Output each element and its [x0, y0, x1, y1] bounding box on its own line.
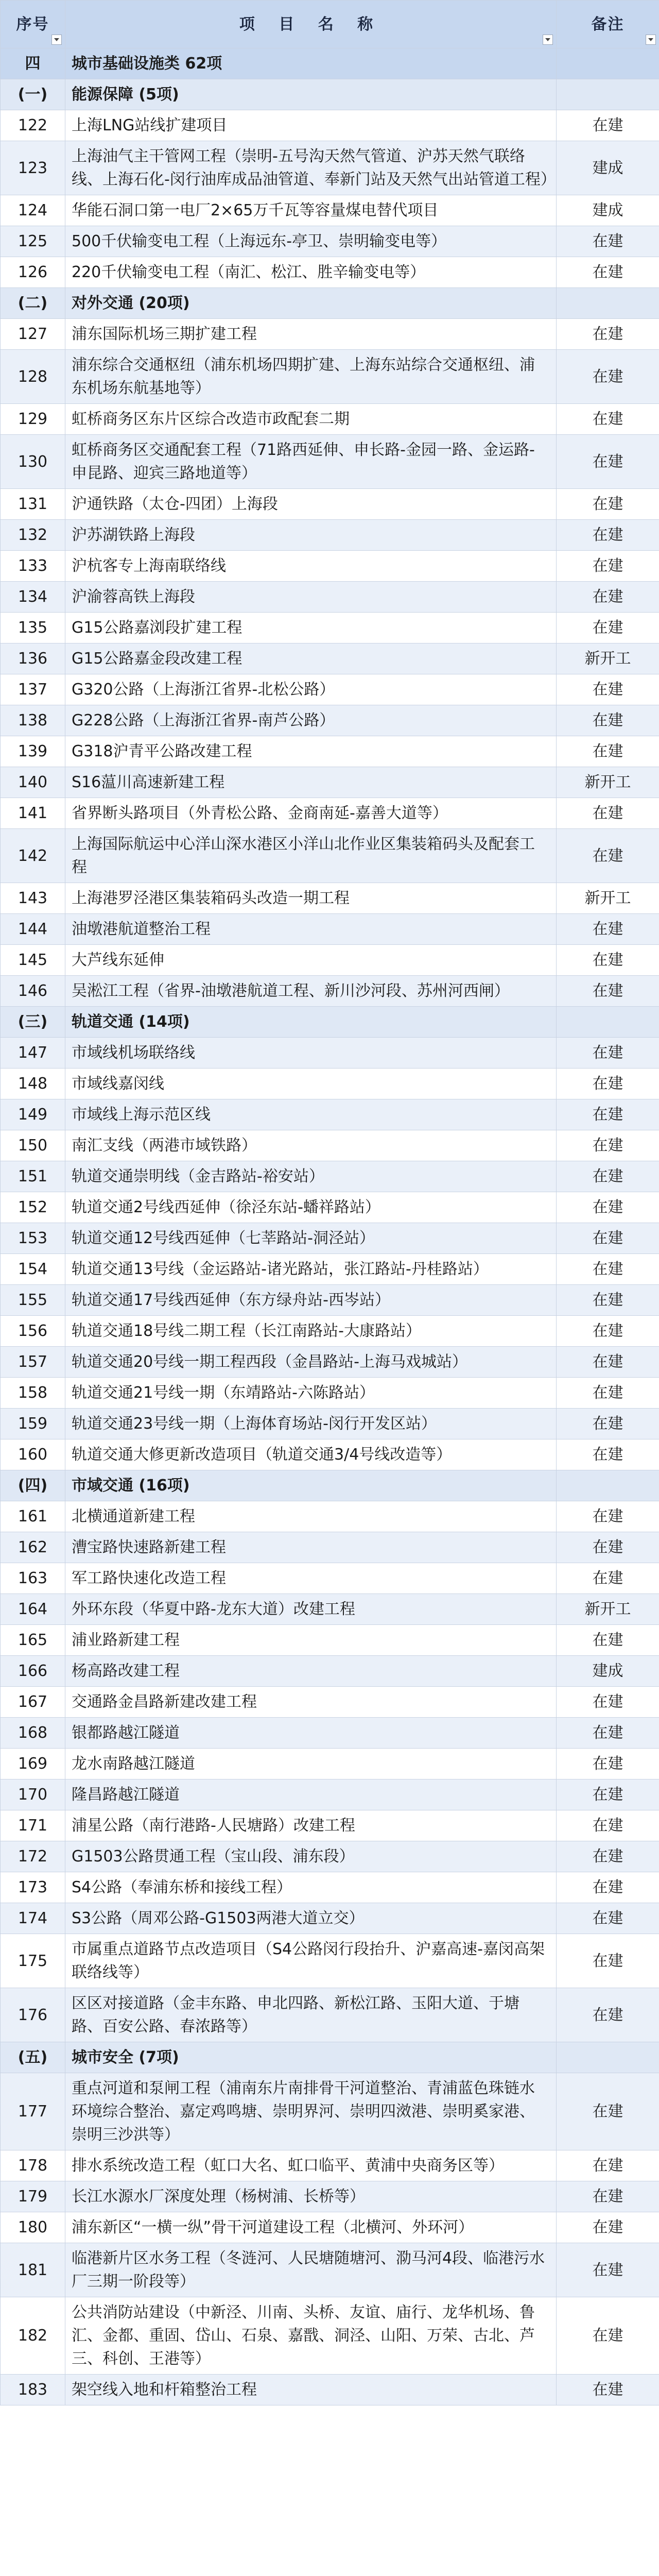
- table-row: [1, 1532, 659, 1563]
- row-number: 180: [1, 2212, 65, 2243]
- project-name: 杨高路改建工程: [65, 1656, 557, 1687]
- project-name: 长江水源水厂深度处理（杨树浦、长桥等）: [65, 2181, 557, 2212]
- status-note: 在建: [557, 1130, 659, 1161]
- table-row: [1, 2297, 659, 2375]
- table-row: [1, 2150, 659, 2181]
- project-name: 交通路金昌路新建改建工程: [65, 1687, 557, 1718]
- table-row: [1, 1223, 659, 1254]
- project-name: G228公路（上海浙江省界-南芦公路）: [65, 705, 557, 736]
- project-name: 省界断头路项目（外青松公路、金商南延-嘉善大道等）: [65, 798, 557, 829]
- table-row: [1, 1841, 659, 1872]
- table-row: [1, 404, 659, 435]
- project-name: 市域线上海示范区线: [65, 1099, 557, 1130]
- status-note: 在建: [557, 520, 659, 551]
- project-name: 市属重点道路节点改造项目（S4公路闵行段抬升、沪嘉高速-嘉闵高架联络线等）: [65, 1934, 557, 1988]
- project-name: 公共消防站建设（中新泾、川南、头桥、友谊、庙行、龙华机场、鲁汇、金都、重固、岱山、石泉、嘉戬、洞泾、山阳、万荣、古北、芦三、科创、王港等）: [65, 2297, 557, 2375]
- project-name: 轨道交通18号线二期工程（长江南路站-大康路站）: [65, 1316, 557, 1347]
- table-row: [1, 2073, 659, 2150]
- row-number: 130: [1, 435, 65, 489]
- row-number: 172: [1, 1841, 65, 1872]
- project-name: 架空线入地和杆箱整治工程: [65, 2375, 557, 2405]
- table-row: [1, 643, 659, 674]
- category-no: 四: [1, 48, 65, 79]
- table-row: [1, 613, 659, 643]
- project-name: 轨道交通23号线一期（上海体育场站-闵行开发区站）: [65, 1409, 557, 1439]
- table-row: [1, 2375, 659, 2405]
- status-note: 建成: [557, 1656, 659, 1687]
- row-number: 149: [1, 1099, 65, 1130]
- project-name: 银都路越江隧道: [65, 1718, 557, 1749]
- table-row: [1, 1903, 659, 1934]
- section-no: (三): [1, 1007, 65, 1038]
- project-name: 上海油气主干管网工程（崇明-五号沟天然气管道、沪苏天然气联络线、上海石化-闵行油库成品油管道、奉新门站及天然气出站管道工程）: [65, 141, 557, 195]
- status-note: 新开工: [557, 1594, 659, 1625]
- row-number: 146: [1, 976, 65, 1007]
- row-number: 173: [1, 1872, 65, 1903]
- table-row: [1, 582, 659, 613]
- status-note: 建成: [557, 141, 659, 195]
- status-note: 在建: [557, 257, 659, 288]
- status-note: 在建: [557, 2073, 659, 2150]
- project-name: 上海港罗泾港区集装箱码头改造一期工程: [65, 883, 557, 914]
- row-number: 165: [1, 1625, 65, 1656]
- status-note: 在建: [557, 1378, 659, 1409]
- table-row: [1, 1625, 659, 1656]
- table-row: [1, 1285, 659, 1316]
- row-number: 124: [1, 195, 65, 226]
- table-header: [1, 1, 659, 48]
- status-note: 在建: [557, 1780, 659, 1810]
- row-number: 162: [1, 1532, 65, 1563]
- table-row: [1, 1038, 659, 1069]
- row-number: 150: [1, 1130, 65, 1161]
- row-number: 145: [1, 945, 65, 976]
- row-number: 157: [1, 1347, 65, 1378]
- row-number: 155: [1, 1285, 65, 1316]
- project-name: G318沪青平公路改建工程: [65, 736, 557, 767]
- row-number: 141: [1, 798, 65, 829]
- table-row: [1, 435, 659, 489]
- row-number: 160: [1, 1439, 65, 1470]
- status-note: 在建: [557, 1038, 659, 1069]
- project-name: 上海国际航运中心洋山深水港区小洋山北作业区集装箱码头及配套工程: [65, 829, 557, 883]
- project-name: 轨道交通大修更新改造项目（轨道交通3/4号线改造等）: [65, 1439, 557, 1470]
- table-row: [1, 829, 659, 883]
- section-status: [557, 2042, 659, 2073]
- status-note: 在建: [557, 2375, 659, 2405]
- section-status: [557, 288, 659, 319]
- status-note: 在建: [557, 110, 659, 141]
- row-number: 178: [1, 2150, 65, 2181]
- row-number: 152: [1, 1192, 65, 1223]
- status-note: 在建: [557, 829, 659, 883]
- project-name: 浦东综合交通枢纽（浦东机场四期扩建、上海东站综合交通枢纽、浦东机场东航基地等）: [65, 350, 557, 404]
- status-note: 在建: [557, 1718, 659, 1749]
- row-number: 138: [1, 705, 65, 736]
- row-number: 161: [1, 1501, 65, 1532]
- project-name: 上海LNG站线扩建项目: [65, 110, 557, 141]
- status-note: 在建: [557, 1563, 659, 1594]
- status-note: 在建: [557, 1687, 659, 1718]
- row-number: 128: [1, 350, 65, 404]
- project-name: 浦东新区“一横一纵”骨干河道建设工程（北横河、外环河）: [65, 2212, 557, 2243]
- section-row: [1, 288, 659, 319]
- row-number: 175: [1, 1934, 65, 1988]
- table-row: [1, 1687, 659, 1718]
- table-row: [1, 226, 659, 257]
- row-number: 158: [1, 1378, 65, 1409]
- section-title: 轨道交通 (14项): [65, 1007, 557, 1038]
- table-row: [1, 798, 659, 829]
- table-row: [1, 1934, 659, 1988]
- status-note: 在建: [557, 1069, 659, 1099]
- table-row: [1, 520, 659, 551]
- project-name: 虹桥商务区交通配套工程（71路西延伸、申长路-金园一路、金运路-申昆路、迎宾三路地道等）: [65, 435, 557, 489]
- table-row: [1, 1316, 659, 1347]
- table-row: [1, 2181, 659, 2212]
- filter-dropdown-icon[interactable]: [543, 35, 553, 45]
- row-number: 137: [1, 674, 65, 705]
- project-name: 区区对接道路（金丰东路、申北四路、新松江路、玉阳大道、于塘路、百安公路、春浓路等）: [65, 1988, 557, 2042]
- row-number: 171: [1, 1810, 65, 1841]
- status-note: 在建: [557, 1409, 659, 1439]
- status-note: 在建: [557, 1934, 659, 1988]
- project-name: 轨道交通2号线西延伸（徐泾东站-蟠祥路站）: [65, 1192, 557, 1223]
- row-number: 131: [1, 489, 65, 520]
- status-note: 在建: [557, 2181, 659, 2212]
- table-row: [1, 257, 659, 288]
- project-name: G15公路嘉金段改建工程: [65, 643, 557, 674]
- project-name: G320公路（上海浙江省界-北松公路）: [65, 674, 557, 705]
- project-name: 吴淞江工程（省界-油墩港航道工程、新川沙河段、苏州河西闸）: [65, 976, 557, 1007]
- status-note: 在建: [557, 489, 659, 520]
- table-row: [1, 2243, 659, 2297]
- section-title: 城市安全 (7项): [65, 2042, 557, 2073]
- project-name: S3公路（周邓公路-G1503两港大道立交）: [65, 1903, 557, 1934]
- status-note: 在建: [557, 319, 659, 350]
- status-note: 在建: [557, 1625, 659, 1656]
- table-row: [1, 489, 659, 520]
- project-name: 虹桥商务区东片区综合改造市政配套二期: [65, 404, 557, 435]
- status-note: 在建: [557, 551, 659, 582]
- row-number: 153: [1, 1223, 65, 1254]
- table-row: [1, 1439, 659, 1470]
- project-name: 轨道交通17号线西延伸（东方绿舟站-西岑站）: [65, 1285, 557, 1316]
- project-name: 排水系统改造工程（虹口大名、虹口临平、黄浦中央商务区等）: [65, 2150, 557, 2181]
- status-note: 在建: [557, 2243, 659, 2297]
- row-number: 183: [1, 2375, 65, 2405]
- status-note: 在建: [557, 1749, 659, 1780]
- table-row: [1, 1563, 659, 1594]
- table-row: [1, 1988, 659, 2042]
- section-title: 对外交通 (20项): [65, 288, 557, 319]
- table-row: [1, 1254, 659, 1285]
- status-note: 在建: [557, 1223, 659, 1254]
- project-name: 漕宝路快速路新建工程: [65, 1532, 557, 1563]
- project-name: 沪通铁路（太仓-四团）上海段: [65, 489, 557, 520]
- row-number: 143: [1, 883, 65, 914]
- row-number: 154: [1, 1254, 65, 1285]
- table-row: [1, 1347, 659, 1378]
- status-note: 在建: [557, 1192, 659, 1223]
- row-number: 123: [1, 141, 65, 195]
- status-note: 在建: [557, 736, 659, 767]
- row-number: 166: [1, 1656, 65, 1687]
- status-note: 在建: [557, 1903, 659, 1934]
- row-number: 181: [1, 2243, 65, 2297]
- row-number: 144: [1, 914, 65, 945]
- row-number: 129: [1, 404, 65, 435]
- status-note: 在建: [557, 2150, 659, 2181]
- table-row: [1, 883, 659, 914]
- status-note: 在建: [557, 976, 659, 1007]
- section-no: (四): [1, 1470, 65, 1501]
- filter-dropdown-icon[interactable]: [646, 35, 656, 45]
- section-title: 能源保障 (5项): [65, 79, 557, 110]
- status-note: 在建: [557, 404, 659, 435]
- table-row: [1, 1069, 659, 1099]
- row-number: 148: [1, 1069, 65, 1099]
- table-row: [1, 195, 659, 226]
- section-status: [557, 1007, 659, 1038]
- row-number: 140: [1, 767, 65, 798]
- section-status: [557, 79, 659, 110]
- project-name: 南汇支线（两港市域铁路）: [65, 1130, 557, 1161]
- section-row: [1, 1007, 659, 1038]
- table-row: [1, 1749, 659, 1780]
- header-name-label: 项 目 名 称: [239, 15, 383, 33]
- status-note: 在建: [557, 914, 659, 945]
- project-name: 重点河道和泵闸工程（浦南东片南排骨干河道整治、青浦蓝色珠链水环境综合整治、嘉定鸡鸣塘、崇明界河、崇明四滧港、崇明奚家港、崇明三沙洪等）: [65, 2073, 557, 2150]
- category-status: [557, 48, 659, 79]
- row-number: 142: [1, 829, 65, 883]
- status-note: 在建: [557, 1532, 659, 1563]
- table-row: [1, 736, 659, 767]
- project-name: S16蕰川高速新建工程: [65, 767, 557, 798]
- row-number: 163: [1, 1563, 65, 1594]
- table-row: [1, 1099, 659, 1130]
- project-name: 市域线机场联络线: [65, 1038, 557, 1069]
- table-row: [1, 705, 659, 736]
- row-number: 135: [1, 613, 65, 643]
- row-number: 168: [1, 1718, 65, 1749]
- project-name: 轨道交通13号线（金运路站-诸光路站，张江路站-丹桂路站）: [65, 1254, 557, 1285]
- row-number: 156: [1, 1316, 65, 1347]
- project-name: 外环东段（华夏中路-龙东大道）改建工程: [65, 1594, 557, 1625]
- row-number: 127: [1, 319, 65, 350]
- table-row: [1, 767, 659, 798]
- project-name: 500千伏输变电工程（上海远东-亭卫、崇明输变电等）: [65, 226, 557, 257]
- status-note: 在建: [557, 613, 659, 643]
- section-title: 市域交通 (16项): [65, 1470, 557, 1501]
- section-no: (二): [1, 288, 65, 319]
- category-title: 城市基础设施类 62项: [65, 48, 557, 79]
- table-row: [1, 1718, 659, 1749]
- status-note: 在建: [557, 1316, 659, 1347]
- section-row: [1, 2042, 659, 2073]
- status-note: 在建: [557, 1841, 659, 1872]
- project-name: 浦星公路（南行港路-人民塘路）改建工程: [65, 1810, 557, 1841]
- row-number: 169: [1, 1749, 65, 1780]
- header-no-label: 序号: [16, 15, 49, 33]
- section-no: (五): [1, 2042, 65, 2073]
- project-name: 大芦线东延伸: [65, 945, 557, 976]
- project-name: 轨道交通崇明线（金吉路站-裕安站）: [65, 1161, 557, 1192]
- header-status-label: 备注: [591, 15, 625, 33]
- project-name: 浦东国际机场三期扩建工程: [65, 319, 557, 350]
- table-row: [1, 1409, 659, 1439]
- table-row: [1, 1378, 659, 1409]
- filter-dropdown-icon[interactable]: [51, 35, 62, 45]
- project-name: 轨道交通20号线一期工程西段（金昌路站-上海马戏城站）: [65, 1347, 557, 1378]
- table-body: [1, 48, 659, 2405]
- status-note: 在建: [557, 1161, 659, 1192]
- table-row: [1, 1810, 659, 1841]
- row-number: 126: [1, 257, 65, 288]
- table-row: [1, 1130, 659, 1161]
- section-row: [1, 1470, 659, 1501]
- project-name: 隆昌路越江隧道: [65, 1780, 557, 1810]
- table-row: [1, 1780, 659, 1810]
- status-note: 在建: [557, 2297, 659, 2375]
- status-note: 在建: [557, 2212, 659, 2243]
- table-row: [1, 2212, 659, 2243]
- status-note: 在建: [557, 945, 659, 976]
- table-row: [1, 976, 659, 1007]
- status-note: 在建: [557, 1988, 659, 2042]
- table-row: [1, 551, 659, 582]
- project-name: 沪苏湖铁路上海段: [65, 520, 557, 551]
- table-row: [1, 141, 659, 195]
- project-name: 浦业路新建工程: [65, 1625, 557, 1656]
- header-name[interactable]: [65, 1, 557, 48]
- table-row: [1, 319, 659, 350]
- row-number: 139: [1, 736, 65, 767]
- table-row: [1, 914, 659, 945]
- row-number: 179: [1, 2181, 65, 2212]
- row-number: 125: [1, 226, 65, 257]
- table-row: [1, 1192, 659, 1223]
- row-number: 182: [1, 2297, 65, 2375]
- row-number: 151: [1, 1161, 65, 1192]
- table-row: [1, 1872, 659, 1903]
- row-number: 133: [1, 551, 65, 582]
- table-row: [1, 1501, 659, 1532]
- header-no[interactable]: [1, 1, 65, 48]
- row-number: 134: [1, 582, 65, 613]
- row-number: 147: [1, 1038, 65, 1069]
- row-number: 167: [1, 1687, 65, 1718]
- status-note: 在建: [557, 1099, 659, 1130]
- status-note: 在建: [557, 705, 659, 736]
- status-note: 新开工: [557, 883, 659, 914]
- status-note: 在建: [557, 1810, 659, 1841]
- project-name: 军工路快速化改造工程: [65, 1563, 557, 1594]
- project-name: 轨道交通21号线一期（东靖路站-六陈路站）: [65, 1378, 557, 1409]
- table-row: [1, 1656, 659, 1687]
- project-name: 北横通道新建工程: [65, 1501, 557, 1532]
- header-status[interactable]: [557, 1, 659, 48]
- project-name: S4公路（奉浦东桥和接线工程）: [65, 1872, 557, 1903]
- table-row: [1, 1594, 659, 1625]
- row-number: 132: [1, 520, 65, 551]
- section-status: [557, 1470, 659, 1501]
- row-number: 122: [1, 110, 65, 141]
- status-note: 建成: [557, 195, 659, 226]
- status-note: 新开工: [557, 643, 659, 674]
- status-note: 在建: [557, 1254, 659, 1285]
- status-note: 在建: [557, 350, 659, 404]
- status-note: 在建: [557, 674, 659, 705]
- project-name: 轨道交通12号线西延伸（七莘路站-洞泾站）: [65, 1223, 557, 1254]
- project-name: 华能石洞口第一电厂2×65万千瓦等容量煤电替代项目: [65, 195, 557, 226]
- project-name: G1503公路贯通工程（宝山段、浦东段）: [65, 1841, 557, 1872]
- table-row: [1, 350, 659, 404]
- status-note: 在建: [557, 582, 659, 613]
- status-note: 在建: [557, 1347, 659, 1378]
- category-row: [1, 48, 659, 79]
- status-note: 在建: [557, 1439, 659, 1470]
- project-name: 沪杭客专上海南联络线: [65, 551, 557, 582]
- project-name: G15公路嘉浏段扩建工程: [65, 613, 557, 643]
- project-name: 龙水南路越江隧道: [65, 1749, 557, 1780]
- table-row: [1, 945, 659, 976]
- table-row: [1, 110, 659, 141]
- row-number: 177: [1, 2073, 65, 2150]
- section-no: (一): [1, 79, 65, 110]
- row-number: 159: [1, 1409, 65, 1439]
- section-row: [1, 79, 659, 110]
- status-note: 在建: [557, 1872, 659, 1903]
- project-name: 220千伏输变电工程（南汇、松江、胜辛输变电等）: [65, 257, 557, 288]
- project-name: 临港新片区水务工程（冬涟河、人民塘随塘河、泐马河4段、临港污水厂三期一阶段等）: [65, 2243, 557, 2297]
- status-note: 在建: [557, 226, 659, 257]
- status-note: 在建: [557, 798, 659, 829]
- row-number: 164: [1, 1594, 65, 1625]
- table-row: [1, 1161, 659, 1192]
- row-number: 176: [1, 1988, 65, 2042]
- status-note: 在建: [557, 1285, 659, 1316]
- project-name: 沪渝蓉高铁上海段: [65, 582, 557, 613]
- table-row: [1, 674, 659, 705]
- project-name: 油墩港航道整治工程: [65, 914, 557, 945]
- row-number: 174: [1, 1903, 65, 1934]
- row-number: 170: [1, 1780, 65, 1810]
- row-number: 136: [1, 643, 65, 674]
- status-note: 在建: [557, 1501, 659, 1532]
- project-name: 市域线嘉闵线: [65, 1069, 557, 1099]
- status-note: 新开工: [557, 767, 659, 798]
- status-note: 在建: [557, 435, 659, 489]
